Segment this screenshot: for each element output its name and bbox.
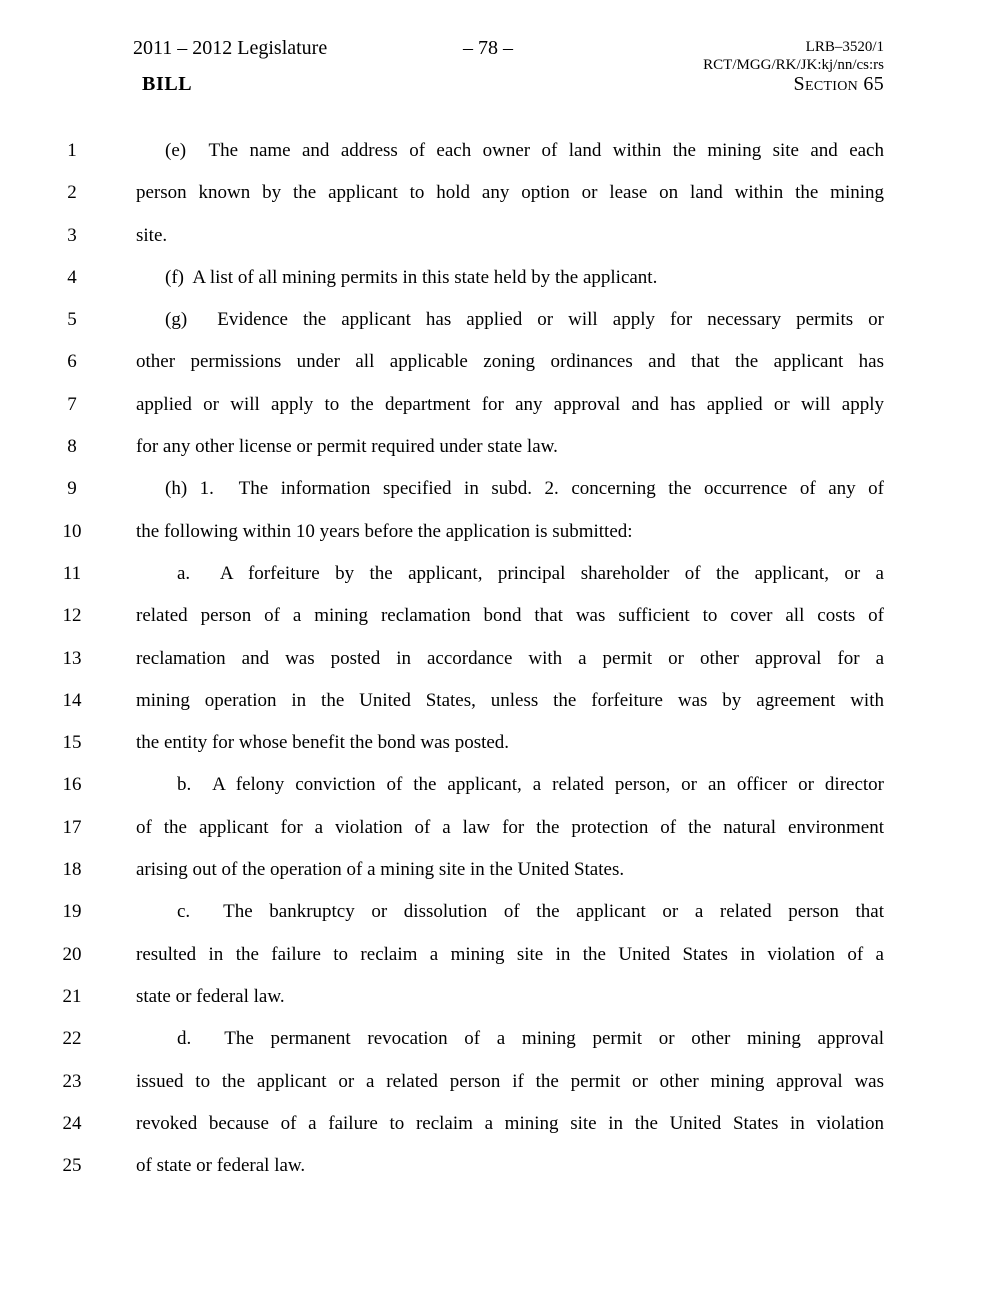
bill-text-body xyxy=(0,130,1000,1187)
line-text: (e) The name and address of each owner of land within the mining site and each xyxy=(165,140,884,161)
line-text: issued to the applicant or a related person if the permit or other mining approval was xyxy=(136,1070,884,1092)
line-text: (g) Evidence the applicant has applied or will apply for necessary permits or xyxy=(165,309,884,331)
bill-text-line xyxy=(0,638,1000,680)
bill-text-line xyxy=(0,130,1000,172)
line-number: 21 xyxy=(62,985,82,1007)
line-text: a. A forfeiture by the applicant, principal shareholder of the applicant, or a xyxy=(177,562,884,584)
line-text: state or federal law. xyxy=(136,985,285,1007)
line-text: for any other license or permit required under state law. xyxy=(136,436,558,458)
bill-text-line xyxy=(0,341,1000,383)
bill-text-line xyxy=(0,849,1000,891)
bill-text-line xyxy=(0,680,1000,722)
line-text: the entity for whose benefit the bond was posted. xyxy=(136,732,510,754)
line-number: 1 xyxy=(67,140,77,161)
section-label: Section 65 xyxy=(793,73,884,95)
line-text: reclamation and was posted in accordance with a permit or other approval for a xyxy=(136,647,884,669)
bill-text-line xyxy=(0,172,1000,214)
line-number: 15 xyxy=(62,732,82,754)
bill-label: BILL xyxy=(142,73,193,95)
line-number: 19 xyxy=(62,901,82,923)
line-text: other permissions under all applicable zoning ordinances and that the applicant has xyxy=(136,351,884,373)
bill-text-line xyxy=(0,1018,1000,1060)
bill-text-line xyxy=(0,1061,1000,1103)
line-text: revoked because of a failure to reclaim a mining site in the United States in violation xyxy=(136,1112,884,1134)
line-text: of state or federal law. xyxy=(136,1155,306,1177)
line-text: person known by the applicant to hold any option or lease on land within the mining xyxy=(136,182,884,204)
bill-text-line xyxy=(0,891,1000,933)
line-text: mining operation in the United States, unless the forfeiture was by agreement with xyxy=(136,689,884,711)
line-number: 8 xyxy=(67,436,77,458)
line-number: 25 xyxy=(62,1155,82,1177)
line-number: 18 xyxy=(62,859,82,881)
line-number: 12 xyxy=(62,605,82,627)
line-number: 11 xyxy=(62,562,82,584)
line-number: 6 xyxy=(67,351,77,373)
drafting-codes: RCT/MGG/RK/JK:kj/nn/cs:rs xyxy=(703,57,884,73)
line-number: 22 xyxy=(62,1028,82,1050)
line-number: 4 xyxy=(67,266,77,288)
lrb-number: LRB–3520/1 xyxy=(805,39,884,55)
bill-text-line xyxy=(0,426,1000,468)
bill-text-line xyxy=(0,215,1000,257)
line-text: applied or will apply to the department for any approval and has applied or will apply xyxy=(136,393,884,415)
bill-text-line xyxy=(0,384,1000,426)
line-text: b. A felony conviction of the applicant, a related person, or an officer or director xyxy=(177,774,884,796)
line-number: 10 xyxy=(62,520,82,542)
bill-text-line xyxy=(0,1103,1000,1145)
line-text: of the applicant for a violation of a law for the protection of the natural environment xyxy=(136,816,884,838)
line-number: 14 xyxy=(62,689,82,711)
bill-text-line xyxy=(0,764,1000,806)
bill-text-line xyxy=(0,976,1000,1018)
line-text: site. xyxy=(136,224,168,246)
line-number: 24 xyxy=(62,1112,82,1134)
line-number: 3 xyxy=(67,224,77,246)
line-number: 9 xyxy=(67,478,77,500)
line-text: (f) A list of all mining permits in this state held by the applicant. xyxy=(165,266,658,288)
line-number: 13 xyxy=(62,647,82,669)
line-number: 5 xyxy=(67,309,77,331)
bill-text-line xyxy=(0,257,1000,299)
bill-text-line xyxy=(0,299,1000,341)
bill-text-line xyxy=(0,722,1000,764)
line-number: 16 xyxy=(62,774,82,796)
line-text: (h) 1. The information specified in subd. 2. concerning the occurrence of any of xyxy=(165,478,884,500)
bill-text-line xyxy=(0,807,1000,849)
line-text: the following within 10 years before the application is submitted: xyxy=(136,520,633,542)
legislature-session: 2011 – 2012 Legislature xyxy=(133,37,328,59)
line-text: resulted in the failure to reclaim a mining site in the United States in violation of a xyxy=(136,943,884,965)
bill-text-line xyxy=(0,553,1000,595)
line-number: 7 xyxy=(67,393,77,415)
bill-text-line xyxy=(0,511,1000,553)
bill-text-line xyxy=(0,595,1000,637)
line-number: 23 xyxy=(62,1070,82,1092)
bill-text-line xyxy=(0,934,1000,976)
line-text: d. The permanent revocation of a mining permit or other mining approval xyxy=(177,1028,884,1050)
bill-text-line xyxy=(0,1145,1000,1187)
line-number: 20 xyxy=(62,943,82,965)
line-text: arising out of the operation of a mining site in the United States. xyxy=(136,859,625,881)
line-text: c. The bankruptcy or dissolution of the applicant or a related person that xyxy=(177,901,884,923)
line-number: 2 xyxy=(67,182,77,204)
line-text: related person of a mining reclamation bond that was sufficient to cover all costs of xyxy=(136,605,884,627)
line-number: 17 xyxy=(62,816,82,838)
bill-text-line xyxy=(0,468,1000,510)
page-number: – 78 – xyxy=(463,37,513,59)
